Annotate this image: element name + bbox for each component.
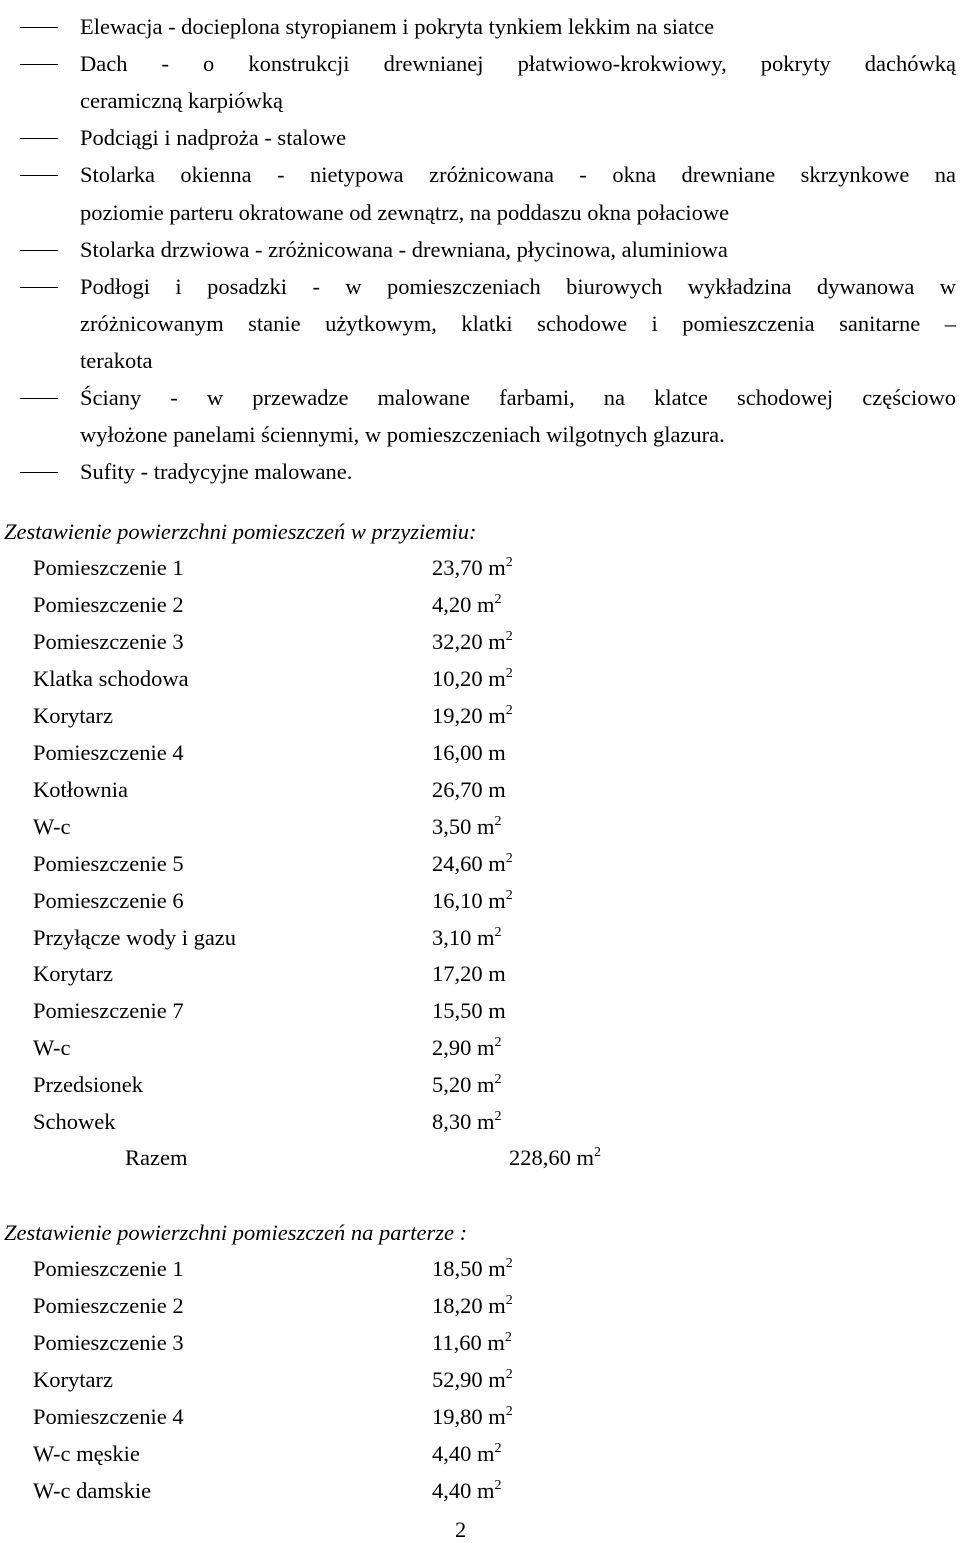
room-area: 3,50 $m^2$ — [432, 813, 502, 839]
room-name: W-c — [33, 813, 71, 839]
room-name: Pomieszczenie 2 — [33, 1292, 184, 1318]
room-name: Pomieszczenie 7 — [33, 998, 184, 1024]
table-row — [0, 925, 960, 951]
page-number: 2 — [455, 1517, 467, 1542]
room-name: Pomieszczenie 3 — [33, 628, 184, 654]
table-row — [0, 1072, 960, 1098]
room-name: Pomieszczenie 3 — [33, 1329, 184, 1355]
room-area: 4,20 $m^2$ — [432, 591, 502, 617]
table-row — [0, 888, 960, 914]
bullet-text-line: ceramiczną karpiówką — [80, 88, 284, 114]
table-row — [0, 629, 960, 655]
bullet-text-line: Stolarka okienna - nietypowa zróżnicowana - okna drewniane skrzynkowe na — [80, 162, 956, 188]
table-row — [0, 961, 960, 987]
dash-marker — [20, 250, 58, 251]
room-name: Przyłącze wody i gazu — [33, 924, 237, 950]
bullet-text-line: terakota — [80, 347, 153, 373]
room-name: W-c — [33, 1035, 71, 1061]
room-name: Kotłownia — [33, 776, 128, 802]
room-area: 15,50 m — [432, 998, 506, 1024]
room-area: 2,90 $m^2$ — [432, 1035, 502, 1061]
bullet-text-line: Stolarka drzwiowa - zróżnicowana - drewniana, płycinowa, aluminiowa — [80, 236, 728, 262]
bullet-text-line: Elewacja - docieplona styropianem i pokryta tynkiem lekkim na siatce — [80, 14, 715, 39]
dash-marker — [20, 64, 58, 65]
first-floor-caption: Zestawienie powierzchni pomieszczeń na parterze : — [4, 1220, 468, 1245]
table-row — [0, 592, 960, 618]
table-row — [0, 1035, 960, 1061]
room-name: Korytarz — [33, 961, 113, 987]
table-row — [0, 851, 960, 877]
room-name: Pomieszczenie 1 — [33, 555, 184, 580]
bullet-text-line: Podciągi i nadproża - stalowe — [80, 125, 347, 151]
room-area: 4,40 $m^2$ — [432, 1440, 502, 1466]
table-row — [0, 740, 960, 766]
table-row — [0, 1441, 960, 1467]
dash-marker — [20, 138, 58, 139]
room-name: W-c męskie — [33, 1440, 140, 1466]
table-row — [0, 1109, 960, 1135]
bullet-text-line: zróżnicowanym stanie użytkowym, klatki schodowe i pomieszczenia sanitarne – — [80, 310, 956, 336]
room-name: Klatka schodowa — [33, 665, 189, 691]
bullet-text-line: Dach - o konstrukcji drewnianej płatwiowo-krokwiowy, pokryty dachówką — [80, 51, 956, 77]
room-name: Korytarz — [33, 702, 113, 728]
room-area: 24,60 $m^2$ — [432, 850, 513, 876]
room-area: 17,20 m — [432, 961, 506, 987]
room-name: Pomieszczenie 2 — [33, 591, 184, 617]
table-row — [0, 777, 960, 803]
table-row — [0, 666, 960, 692]
table-row — [0, 998, 960, 1024]
room-area: 32,20 $m^2$ — [432, 628, 513, 654]
room-name: Schowek — [33, 1109, 116, 1135]
room-area: 16,10 $m^2$ — [432, 887, 513, 913]
ground-floor-total-row — [0, 1145, 960, 1171]
ground-floor-caption: Zestawienie powierzchni pomieszczeń w przyziemiu: — [4, 519, 477, 544]
table-row — [0, 703, 960, 729]
room-area: 19,80 $m^2$ — [432, 1403, 513, 1429]
dash-marker — [20, 472, 58, 473]
room-area: 26,70 m — [432, 776, 506, 802]
room-name: Pomieszczenie 6 — [33, 887, 184, 913]
room-area: 18,20 $m^2$ — [432, 1292, 513, 1318]
table-row — [0, 1478, 960, 1504]
table-row — [0, 1293, 960, 1319]
dash-marker — [20, 398, 58, 399]
room-area: 10,20 $m^2$ — [432, 665, 513, 691]
total-value: 228,60 $m^2$ — [509, 1145, 602, 1170]
room-area: 5,20 $m^2$ — [432, 1072, 502, 1098]
room-area: 11,60 $m^2$ — [432, 1329, 512, 1355]
table-row — [0, 555, 960, 581]
room-area: 16,00 m — [432, 739, 506, 765]
room-area: 4,40 $m^2$ — [432, 1477, 502, 1503]
bullet-text-line: Sufity - tradycyjne malowane. — [80, 459, 353, 485]
room-area: 52,90 $m^2$ — [432, 1366, 513, 1392]
room-area: 23,70 $m^2$ — [432, 555, 513, 580]
bullet-text-line: poziomie parteru okratowane od zewnątrz, na poddaszu okna połaciowe — [80, 199, 730, 225]
table-row — [0, 1367, 960, 1393]
room-name: Pomieszczenie 4 — [33, 1403, 184, 1429]
room-name: Pomieszczenie 5 — [33, 850, 184, 876]
room-area: 19,20 $m^2$ — [432, 702, 513, 728]
room-area: 8,30 $m^2$ — [432, 1109, 502, 1135]
room-name: Przedsionek — [33, 1072, 143, 1098]
room-area: 18,50 $m^2$ — [432, 1256, 513, 1281]
table-row — [0, 1404, 960, 1430]
room-area: 3,10 $m^2$ — [432, 924, 502, 950]
bullet-text-line: wyłożone panelami ściennymi, w pomieszczeniach wilgotnych glazura. — [80, 422, 725, 448]
dash-marker — [20, 175, 58, 176]
room-name: Pomieszczenie 1 — [33, 1256, 184, 1281]
table-row — [0, 1256, 960, 1282]
table-row — [0, 1330, 960, 1356]
room-name: W-c damskie — [33, 1477, 152, 1503]
bullet-text-line: Podłogi i posadzki - w pomieszczeniach biurowych wykładzina dywanowa w — [80, 273, 956, 299]
bullet-text-line: Ściany - w przewadze malowane farbami, na klatce schodowej częściowo — [80, 385, 956, 410]
room-name: Korytarz — [33, 1366, 113, 1392]
room-name: Pomieszczenie 4 — [33, 739, 184, 765]
table-row — [0, 814, 960, 840]
dash-marker — [20, 287, 58, 288]
total-label: Razem — [125, 1145, 188, 1170]
dash-marker — [20, 27, 58, 28]
